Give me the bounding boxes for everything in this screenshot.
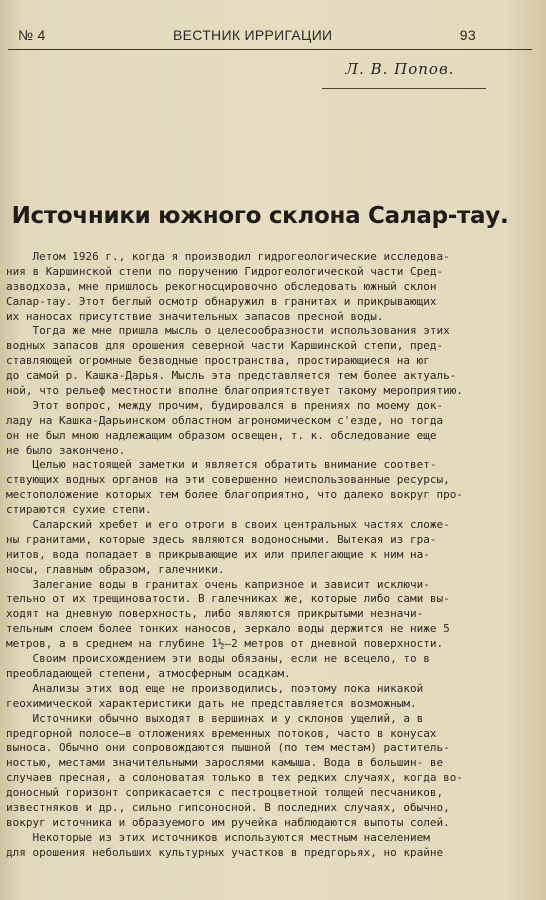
text-line: Своим происхождением эти воды обязаны, если не всецело, то в (6, 652, 430, 666)
paragraph (6, 458, 498, 518)
text-line: не было закончено. (6, 443, 126, 457)
text-line: Анализы этих вод еще не производились, поэтому пока никакой (6, 681, 424, 695)
paragraph (6, 831, 498, 861)
paragraph (6, 324, 498, 398)
text-line: он не был мною надлежащим образом освещен, т. к. обследование еще (6, 428, 437, 442)
text-line: ствующих водных органов на эти совершенно неиспользованные ресурсы, (6, 473, 450, 487)
text-line: известняков и др., сильно гипсоносной. В последних случаях, обычно, (6, 800, 450, 814)
text-line: носы, главным образом, галечники. (6, 562, 225, 576)
text-line: тельным слоем более тонких наносов, зеркало воды держится не ниже 5 (6, 622, 450, 636)
text-line: стираются сухие степи. (6, 503, 152, 517)
text-line: геохимической характеристики дать не представляется возможным. (6, 696, 417, 710)
paragraph (6, 652, 498, 682)
text-line: ния в Каршинской степи по поручению Гидрогеологической части Сред- (6, 264, 444, 278)
text-line: Целью настоящей заметки и является обратить внимание соответ- (6, 458, 437, 472)
page-number: 93 (459, 27, 476, 43)
header-rule (8, 49, 532, 50)
text-line: Летом 1926 г., когда я производил гидрогеологические исследова- (6, 250, 450, 263)
text-line: преобладающей степени, атмосферным осадкам. (6, 666, 291, 680)
running-header (14, 22, 532, 48)
issue-number: № 4 (18, 27, 46, 43)
text-line: Салар-тау. Этот беглый осмотр обнаружил в гранитах и прикрывающих (6, 294, 437, 308)
paragraph (6, 578, 498, 652)
text-line: метров, а в среднем на глубине 1½—2 метров от дневной поверхности. (6, 637, 444, 651)
text-line: ладу на Кашка-Дарьинском областном агрономическом с'езде, но тогда (6, 413, 444, 427)
text-line: их наносах присутствие значительных запасов пресной воды. (6, 309, 384, 323)
text-line: нитов, вода попадает в прикрывающие их или прилегающие к ним на- (6, 547, 430, 561)
article-body (6, 250, 498, 861)
text-line: вокруг источника и образуемого им ручейка наблюдаются выпоты солей. (6, 815, 450, 829)
paragraph (6, 682, 498, 712)
text-line: ной, что рельеф местности вполне благоприятствует такому мероприятию. (6, 384, 463, 398)
text-line: ходят на дневную поверхность, либо являются прикрытыми незначи- (6, 607, 424, 621)
text-line: ставляющей огромные безводные пространства, простирающиеся на юг (6, 354, 430, 368)
author-name: Л. В. Попов. (345, 60, 455, 78)
author-rule (322, 88, 486, 89)
text-line: случаев пресная, а солоноватая только в тех редких случаях, когда во- (6, 771, 463, 785)
paragraph (6, 399, 498, 459)
text-line: Саларский хребет и его отроги в своих центральных частях сложе- (6, 518, 450, 532)
text-line: Этот вопрос, между прочим, будировался в прениях по моему док- (6, 398, 444, 412)
text-line: Залегание воды в гранитах очень капризное и зависит исключи- (6, 577, 430, 591)
text-line: Источники обычно выходят в вершинах и у склонов ущелий, а в (6, 711, 424, 725)
text-line: водных запасов для орошения северной части Каршинской степи, пред- (6, 339, 444, 353)
paragraph (6, 712, 498, 831)
article-title: Источники южного склона Салар-тау. (11, 203, 509, 229)
text-line: Тогда же мне пришла мысль о целесообразности использования этих (6, 324, 450, 338)
journal-title: ВЕСТНИК ИРРИГАЦИИ (172, 27, 333, 43)
text-line: выноса. Обычно они сопровождаются пышной (по тем местам) раститель- (6, 741, 450, 755)
text-line: азводхоза, мне пришлось рекогносцировочно обследовать южный склон (6, 279, 437, 293)
text-line: доносный горизонт соприкасается с пестроцветной толщей песчаников, (6, 786, 444, 800)
text-line: до самой р. Кашка-Дарья. Мысль эта представляется тем более актуаль- (6, 369, 457, 383)
paragraph (6, 518, 498, 578)
text-line: тельно от их трещиноватости. В галечниках же, которые либо сами вы- (6, 592, 450, 606)
text-line: для орошения небольших культурных участков в предгорьях, но крайне (6, 845, 444, 859)
text-line: предгорной полосе—в отложениях временных потоков, часто в конусах (6, 726, 437, 740)
text-line: местоположение которых тем более благоприятно, что далеко вокруг про- (6, 488, 463, 502)
text-line: ностью, местами значительными зарослями камыша. Вода в большин- ве (6, 756, 444, 770)
paragraph (6, 250, 498, 324)
text-line: ны гранитами, которые здесь являются водоносными. Вытекая из гра- (6, 532, 437, 546)
text-line: Некоторые из этих источников используются местным населением (6, 830, 430, 844)
